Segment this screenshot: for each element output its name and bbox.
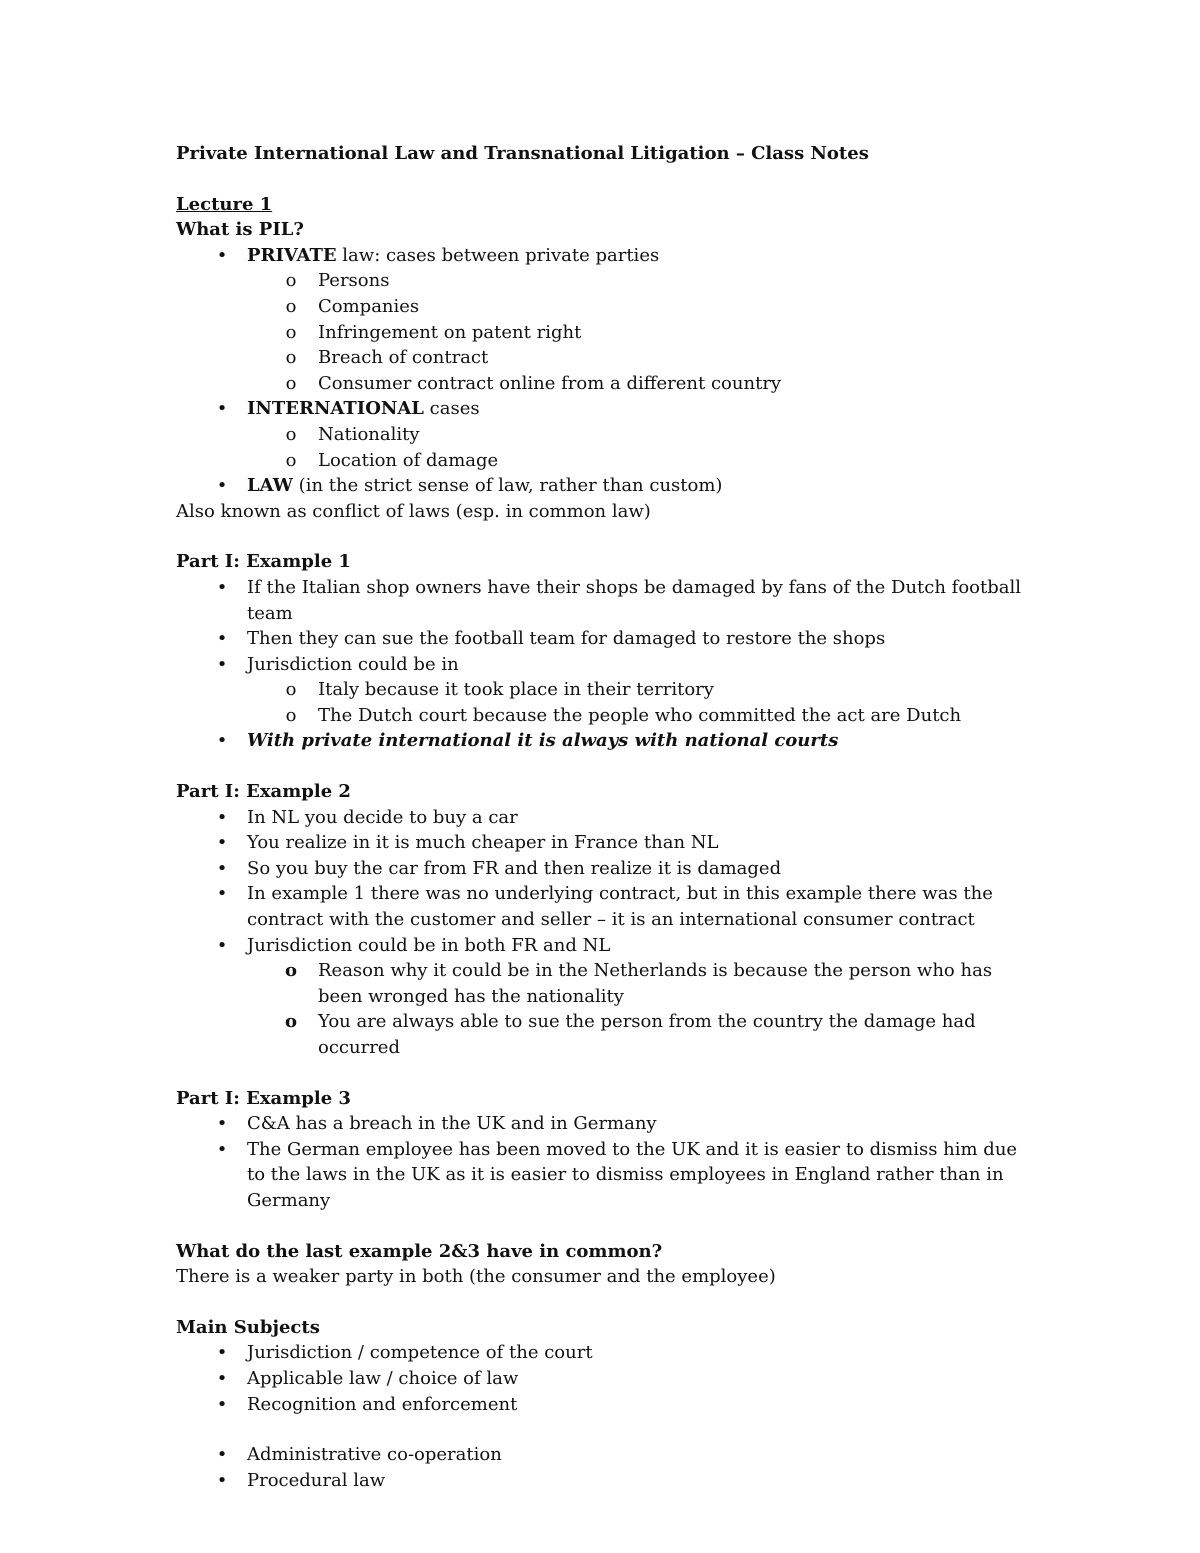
sub-list-item xyxy=(176,1009,1036,1060)
list-item-text: Procedural law xyxy=(247,1469,386,1491)
list-item xyxy=(176,626,1036,652)
list-item xyxy=(176,933,1036,959)
bullet-icon: • xyxy=(216,1393,228,1415)
bullet-icon: • xyxy=(216,628,228,650)
emphasis-text: With private international it is always with national courts xyxy=(247,730,839,752)
circle-bullet-icon: o xyxy=(285,704,297,726)
list-item-text: law: cases between private parties xyxy=(336,244,660,266)
sub-list-item xyxy=(176,703,1036,729)
sub-list-item xyxy=(176,268,1036,294)
sub-list-item-text: Location of damage xyxy=(318,449,499,471)
section-heading-what-is-pil: What is PIL? xyxy=(176,219,304,241)
spacer xyxy=(176,524,1036,549)
list-item-text: C&A has a breach in the UK and in Germany xyxy=(247,1113,657,1135)
sub-list-item-text: Breach of contract xyxy=(318,347,489,369)
circle-bullet-icon: o xyxy=(285,270,297,292)
list-item xyxy=(176,805,1036,831)
bullet-icon: • xyxy=(216,1367,228,1389)
bullet-icon: • xyxy=(216,576,228,598)
bullet-icon: • xyxy=(216,883,228,905)
list-item-text: If the Italian shop owners have their shops be damaged by fans of the Dutch football team xyxy=(247,576,1022,624)
circle-bullet-icon: o xyxy=(285,295,297,317)
bullet-icon: • xyxy=(216,934,228,956)
keyword-private: PRIVATE xyxy=(247,244,337,266)
list-item-text: Then they can sue the football team for damaged to restore the shops xyxy=(247,628,886,650)
sub-list-item xyxy=(176,345,1036,371)
spacer xyxy=(176,167,1036,192)
list-item-text: Recognition and enforcement xyxy=(247,1393,518,1415)
sub-list-item xyxy=(176,448,1036,474)
sub-list-item xyxy=(176,677,1036,703)
spacer xyxy=(176,1417,1036,1442)
list-item xyxy=(176,243,1036,269)
list-item xyxy=(176,856,1036,882)
bullet-icon: • xyxy=(216,244,228,266)
list-item xyxy=(176,728,1036,754)
sub-list-item-text: The Dutch court because the people who committed the act are Dutch xyxy=(318,704,962,726)
bullet-icon: • xyxy=(216,1138,228,1160)
list-item xyxy=(176,575,1036,626)
list-item-text: (in the strict sense of law, rather than custom) xyxy=(292,475,723,497)
sub-list-item-text: Persons xyxy=(318,270,390,292)
sub-list-item-text: Infringement on patent right xyxy=(318,321,582,343)
sub-list-item-text: Italy because it took place in their territory xyxy=(318,679,714,701)
list-item xyxy=(176,830,1036,856)
bullet-icon: • xyxy=(216,1113,228,1135)
paragraph-common: There is a weaker party in both (the consumer and the employee) xyxy=(176,1266,776,1288)
list-item-text: Administrative co-operation xyxy=(247,1444,502,1466)
list-item xyxy=(176,652,1036,678)
list-item xyxy=(176,1340,1036,1366)
spacer xyxy=(176,1290,1036,1315)
keyword-international: INTERNATIONAL xyxy=(247,398,424,420)
list-item-text: Jurisdiction could be in xyxy=(247,653,459,675)
bullet-icon: • xyxy=(216,1469,228,1491)
list-item xyxy=(176,1442,1036,1468)
bullet-icon: • xyxy=(216,653,228,675)
list-item xyxy=(176,1392,1036,1418)
spacer xyxy=(176,1061,1036,1086)
list-item xyxy=(176,881,1036,932)
section-heading-example-1: Part I: Example 1 xyxy=(176,551,351,573)
circle-bullet-icon: o xyxy=(284,1011,297,1033)
sub-list-item-text: Reason why it could be in the Netherlands is because the person who has been wronged has the nationality xyxy=(318,960,993,1007)
keyword-law: LAW xyxy=(247,475,293,497)
circle-bullet-icon: o xyxy=(285,679,297,701)
bullet-icon: • xyxy=(216,475,228,497)
list-item xyxy=(176,1111,1036,1137)
bullet-icon: • xyxy=(216,730,228,752)
bullet-icon: • xyxy=(216,806,228,828)
list-item-text: cases xyxy=(423,398,480,420)
bullet-icon: • xyxy=(216,1342,228,1364)
bullet-icon: • xyxy=(216,857,228,879)
sub-list-item-text: You are always able to sue the person from the country the damage had occurred xyxy=(318,1011,976,1058)
list-item-text: The German employee has been moved to the UK and it is easier to dismiss him due to the laws in the UK as it is easier to dismiss employees in England rather than in Germany xyxy=(247,1138,1018,1211)
document-title: Private International Law and Transnational Litigation – Class Notes xyxy=(176,143,869,164)
sub-list-item xyxy=(176,294,1036,320)
circle-bullet-icon: o xyxy=(285,372,297,394)
bullet-icon: • xyxy=(216,1444,228,1466)
list-item xyxy=(176,1468,1036,1494)
document-page xyxy=(176,141,1036,1493)
list-item-text: Applicable law / choice of law xyxy=(247,1367,519,1389)
circle-bullet-icon: o xyxy=(285,423,297,445)
sub-list-item-text: Companies xyxy=(318,295,420,317)
section-heading-example-2: Part I: Example 2 xyxy=(176,781,351,803)
section-heading-example-3: Part I: Example 3 xyxy=(176,1087,351,1109)
list-item xyxy=(176,473,1036,499)
list-item-text: Jurisdiction / competence of the court xyxy=(247,1342,593,1364)
list-item xyxy=(176,1137,1036,1214)
sub-list-item-text: Consumer contract online from a different country xyxy=(318,372,782,394)
list-item-text: In NL you decide to buy a car xyxy=(247,806,518,828)
bullet-icon: • xyxy=(216,398,228,420)
list-item-text: Jurisdiction could be in both FR and NL xyxy=(247,934,611,956)
list-item-text: In example 1 there was no underlying contract, but in this example there was the contract with the customer and seller – it is an international consumer contract xyxy=(247,883,993,931)
circle-bullet-icon: o xyxy=(285,449,297,471)
list-item xyxy=(176,396,1036,422)
bullet-icon: • xyxy=(216,832,228,854)
section-heading-main-subjects: Main Subjects xyxy=(176,1316,320,1338)
list-item xyxy=(176,1366,1036,1392)
lecture-heading: Lecture 1 xyxy=(176,193,273,215)
section-heading-common: What do the last example 2&3 have in common? xyxy=(176,1240,663,1262)
circle-bullet-icon: o xyxy=(285,347,297,369)
list-item-text: So you buy the car from FR and then realize it is damaged xyxy=(247,857,782,879)
circle-bullet-icon: o xyxy=(285,321,297,343)
list-item-text: You realize in it is much cheaper in France than NL xyxy=(247,832,719,854)
sub-list-item xyxy=(176,958,1036,1009)
spacer xyxy=(176,754,1036,779)
sub-list-item xyxy=(176,371,1036,397)
sub-list-item-text: Nationality xyxy=(318,423,420,445)
spacer xyxy=(176,1214,1036,1239)
sub-list-item xyxy=(176,422,1036,448)
sub-list-item xyxy=(176,320,1036,346)
paragraph-also-known: Also known as conflict of laws (esp. in common law) xyxy=(176,500,651,522)
circle-bullet-icon: o xyxy=(284,960,297,982)
